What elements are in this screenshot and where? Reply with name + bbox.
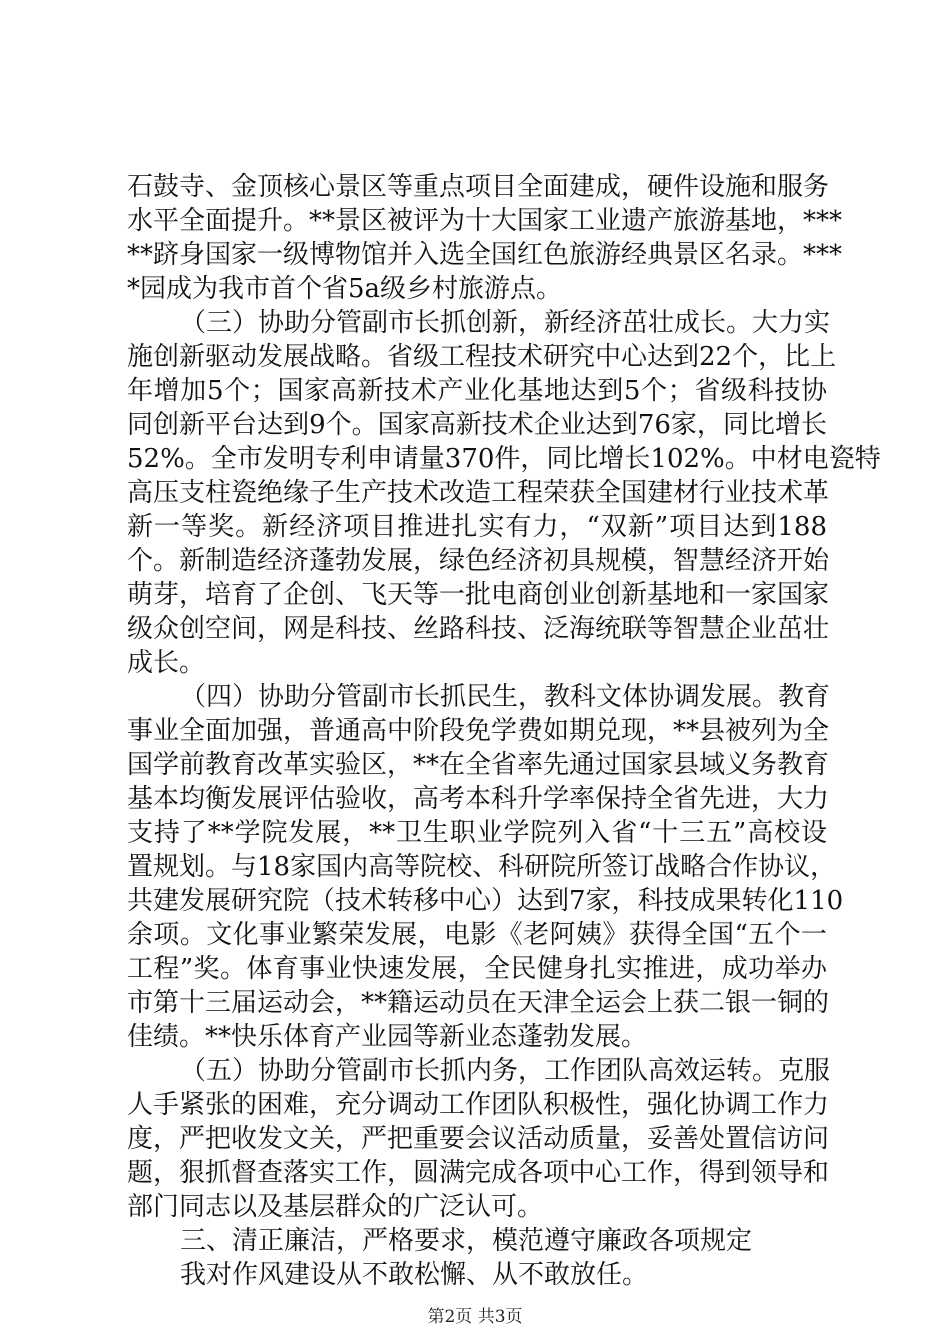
body-text-line: 萌芽，培育了企创、飞天等一批电商创业创新基地和一家国家 [127, 580, 830, 610]
section-four-heading-line: （四）协助分管副市长抓民生，教科文体协调发展。教育 [180, 682, 831, 712]
body-text-line: 52%。全市发明专利申请量370件，同比增长102%。中材电瓷特 [127, 444, 881, 474]
body-text-line: 同创新平台达到9个。国家高新技术企业达到76家，同比增长 [127, 410, 827, 440]
body-text-line: 置规划。与18家国内高等院校、科研院所签订战略合作协议， [127, 852, 837, 882]
body-text-line: 基本均衡发展评估验收，高考本科升学率保持全省先进，大力 [127, 784, 830, 814]
body-text-line: 高压支柱瓷绝缘子生产技术改造工程荣获全国建材行业技术革 [127, 478, 830, 508]
body-text-line: 题，狠抓督查落实工作，圆满完成各项中心工作，得到领导和 [127, 1158, 830, 1188]
body-text-line: 佳绩。**快乐体育产业园等新业态蓬勃发展。 [127, 1022, 648, 1052]
body-text-line: *园成为我市首个省5a级乡村旅游点。 [127, 274, 563, 304]
body-text-line: 石鼓寺、金顶核心景区等重点项目全面建成，硬件设施和服务 [127, 172, 830, 202]
body-text-line: 部门同志以及基层群众的广泛认可。 [127, 1192, 544, 1222]
body-text-line: 年增加5个；国家高新技术产业化基地达到5个；省级科技协 [127, 376, 827, 406]
body-text-line: **跻身国家一级博物馆并入选全国红色旅游经典景区名录。*** [127, 240, 843, 270]
body-text-line: 新一等奖。新经济项目推进扎实有力，“双新”项目达到188 [127, 512, 827, 542]
body-text-line: 事业全面加强，普通高中阶段免学费如期兑现，**县被列为全 [127, 716, 830, 746]
body-text-line: 成长。 [127, 648, 206, 678]
body-text-line: 人手紧张的困难，充分调动工作团队积极性，强化协调工作力 [127, 1090, 830, 1120]
body-text-line: 度，严把收发文关，严把重要会议活动质量，妥善处置信访问 [127, 1124, 830, 1154]
body-text-line: 个。新制造经济蓬勃发展，绿色经济初具规模，智慧经济开始 [127, 546, 830, 576]
section-three-heading-line: （三）协助分管副市长抓创新，新经济茁壮成长。大力实 [180, 308, 831, 338]
body-text-line: 市第十三届运动会，**籍运动员在天津全运会上获二银一铜的 [127, 988, 830, 1018]
body-text-line: 余项。文化事业繁荣发展，电影《老阿姨》获得全国“五个一 [127, 920, 827, 950]
section-heading-three: 三、清正廉洁，严格要求，模范遵守廉政各项规定 [180, 1226, 753, 1256]
body-text-line: 国学前教育改革实验区，**在全省率先通过国家县域义务教育 [127, 750, 830, 780]
body-text-line: 支持了**学院发展，**卫生职业学院列入省“十三五”高校设 [127, 818, 827, 848]
body-text-line: 我对作风建设从不敢松懈、从不敢放任。 [180, 1260, 649, 1290]
body-text-line: 共建发展研究院（技术转移中心）达到7家，科技成果转化110 [127, 886, 844, 916]
page-number-footer: 第2页 共3页 [427, 1307, 523, 1327]
body-text-line: 施创新驱动发展战略。省级工程技术研究中心达到22个，比上 [127, 342, 837, 372]
body-text-line: 工程”奖。体育事业快速发展，全民健身扎实推进，成功举办 [127, 954, 827, 984]
body-text-line: 级众创空间，网是科技、丝路科技、泛海统联等智慧企业茁壮 [127, 614, 830, 644]
body-text-line: 水平全面提升。**景区被评为十大国家工业遗产旅游基地，*** [127, 206, 843, 236]
section-five-heading-line: （五）协助分管副市长抓内务，工作团队高效运转。克服 [180, 1056, 831, 1086]
